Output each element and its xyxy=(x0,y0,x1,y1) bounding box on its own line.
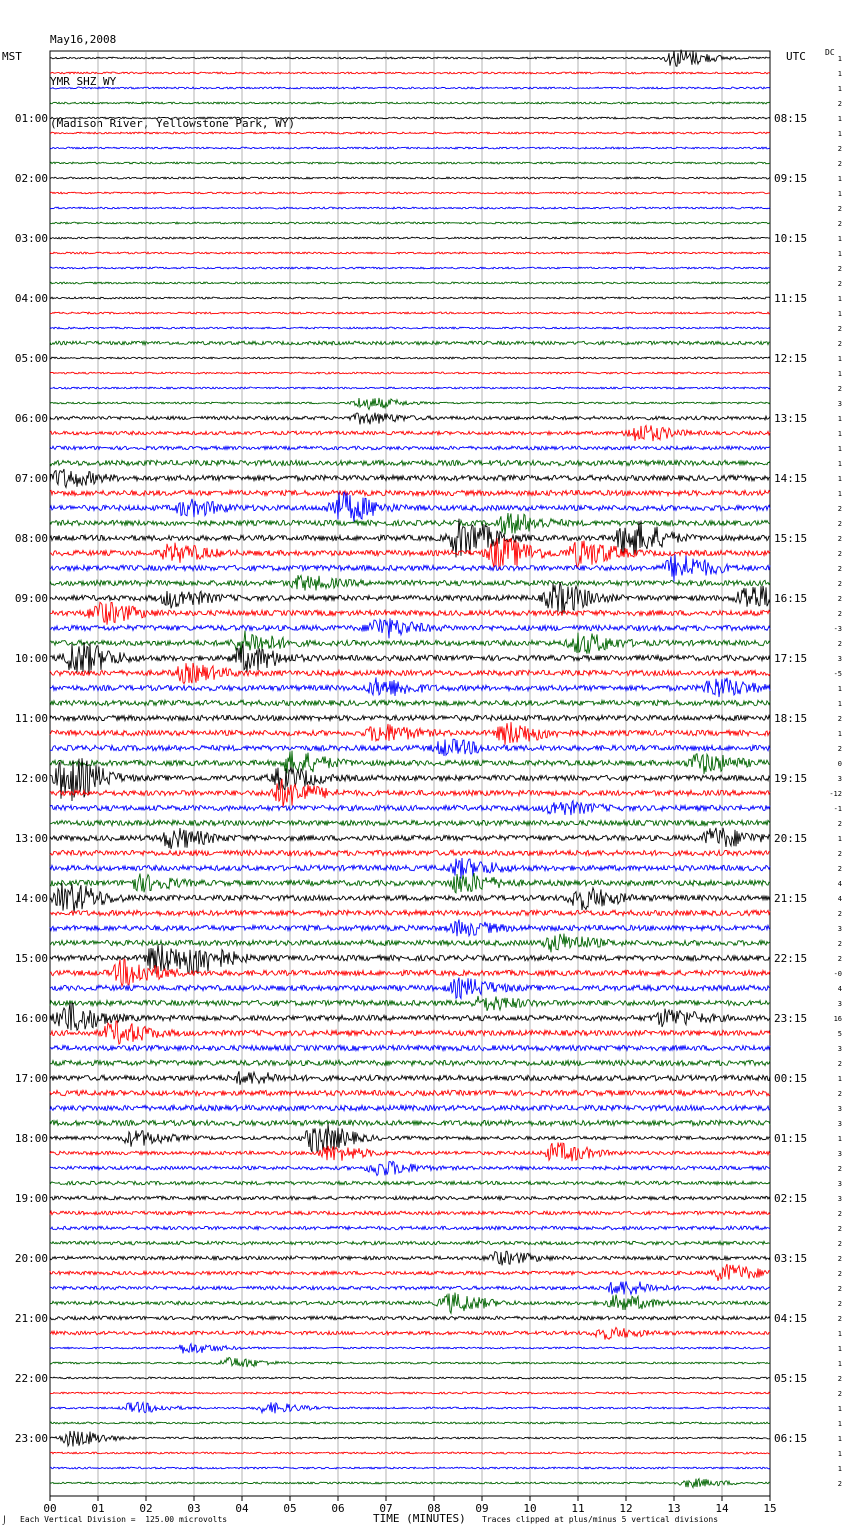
utc-hour-label: 12:15 xyxy=(774,352,808,365)
seismic-trace xyxy=(50,1196,770,1200)
dc-offset-value: 3 xyxy=(837,1120,842,1128)
utc-hour-label: 01:15 xyxy=(774,1132,808,1145)
header-location: (Madison River, Yellowstone Park, WY) xyxy=(50,117,296,130)
dc-offset-value: 3 xyxy=(837,775,842,783)
dc-offset-value: 1 xyxy=(837,730,842,738)
dc-offset-value: 1 xyxy=(837,370,842,378)
dc-offset-value: 2 xyxy=(837,610,842,618)
seismic-trace xyxy=(50,297,770,299)
footer-mark: ⌡ xyxy=(2,1516,7,1525)
seismic-trace xyxy=(50,87,770,89)
mst-hour-label: 23:00 xyxy=(14,1432,48,1445)
seismic-trace xyxy=(50,910,770,915)
seismic-trace xyxy=(50,222,770,224)
seismic-trace xyxy=(50,996,770,1011)
utc-hour-label: 00:15 xyxy=(774,1072,808,1085)
dc-offset-value: -5 xyxy=(833,670,842,678)
dc-offset-value: 1 xyxy=(837,415,842,423)
seismic-trace xyxy=(50,883,770,913)
seismic-trace xyxy=(50,426,770,442)
dc-offset-value: 1 xyxy=(837,700,842,708)
x-tick-label: 10 xyxy=(523,1502,537,1515)
seismic-trace xyxy=(50,1090,770,1095)
seismic-trace xyxy=(50,618,770,638)
dc-offset-value: 1 xyxy=(837,1405,842,1413)
seismic-trace xyxy=(50,850,770,855)
mst-hour-label: 02:00 xyxy=(14,172,48,185)
dc-offset-value: 2 xyxy=(837,280,842,288)
seismic-trace xyxy=(50,1467,770,1469)
x-tick-label: 04 xyxy=(235,1502,249,1515)
seismic-trace xyxy=(50,779,770,807)
dc-offset-value: 3 xyxy=(837,925,842,933)
seismic-trace xyxy=(50,1293,770,1314)
x-tick-label: 05 xyxy=(283,1502,297,1515)
seismic-trace xyxy=(50,237,770,239)
mst-hour-label: 17:00 xyxy=(14,1072,48,1085)
dc-offset-value: 3 xyxy=(837,1105,842,1113)
dc-offset-value: 4 xyxy=(837,880,842,888)
dc-offset-value: 3 xyxy=(837,655,842,663)
dc-offset-value: 2 xyxy=(837,745,842,753)
x-tick-label: 11 xyxy=(571,1502,585,1515)
dc-offset-value: 2 xyxy=(837,1255,842,1263)
x-tick-label: 09 xyxy=(475,1502,489,1515)
seismic-trace xyxy=(50,1344,770,1354)
x-tick-label: 03 xyxy=(187,1502,201,1515)
seismic-trace xyxy=(50,715,770,720)
seismic-trace xyxy=(50,492,770,522)
scale-note: Each Vertical Division = 125.00 microvolts xyxy=(20,1515,228,1524)
seismic-trace xyxy=(50,1251,770,1265)
mst-hour-label: 09:00 xyxy=(14,592,48,605)
utc-hour-label: 11:15 xyxy=(774,292,808,305)
seismic-trace xyxy=(50,1071,770,1085)
dc-offset-value: 2 xyxy=(837,955,842,963)
x-tick-label: 07 xyxy=(379,1502,393,1515)
dc-offset-value: 1 xyxy=(837,1450,842,1458)
dc-offset-value: 4 xyxy=(837,985,842,993)
utc-hour-label: 22:15 xyxy=(774,952,808,965)
seismic-trace xyxy=(50,801,770,815)
utc-hour-label: 09:15 xyxy=(774,172,808,185)
mst-hour-label: 16:00 xyxy=(14,1012,48,1025)
dc-offset-value: -12 xyxy=(829,790,842,798)
dc-offset-value: 1 xyxy=(837,445,842,453)
seismic-trace xyxy=(50,177,770,179)
seismic-trace xyxy=(50,642,770,674)
dc-offset-value: 2 xyxy=(837,535,842,543)
seismic-trace xyxy=(50,398,770,410)
dc-offset-value: 2 xyxy=(837,865,842,873)
mst-hour-label: 15:00 xyxy=(14,952,48,965)
seismic-trace xyxy=(50,132,770,134)
seismic-trace xyxy=(50,1264,770,1281)
seismic-trace xyxy=(50,387,770,389)
dc-offset-value: 1 xyxy=(837,1360,842,1368)
dc-offset-value: 2 xyxy=(837,100,842,108)
x-tick-label: 08 xyxy=(427,1502,441,1515)
seismic-trace xyxy=(50,828,770,849)
dc-offset-value: 5 xyxy=(837,1030,842,1038)
dc-offset-value: 2 xyxy=(837,205,842,213)
utc-hour-label: 14:15 xyxy=(774,472,808,485)
seismic-trace xyxy=(50,1422,770,1424)
mst-hour-label: 06:00 xyxy=(14,412,48,425)
mst-hour-label: 01:00 xyxy=(14,112,48,125)
seismic-trace xyxy=(50,192,770,194)
dc-offset-value: 2 xyxy=(837,520,842,528)
mst-hour-label: 20:00 xyxy=(14,1252,48,1265)
seismic-trace xyxy=(50,582,770,614)
dc-offset-value: 2 xyxy=(837,940,842,948)
dc-offset-value: 2 xyxy=(837,1225,842,1233)
mst-hour-label: 21:00 xyxy=(14,1312,48,1325)
dc-label: DC xyxy=(825,48,835,57)
dc-offset-value: 2 xyxy=(837,1480,842,1488)
seismic-trace xyxy=(50,554,770,581)
utc-hour-label: 04:15 xyxy=(774,1312,808,1325)
mst-hour-label: 10:00 xyxy=(14,652,48,665)
dc-offset-value: 1 xyxy=(837,1420,842,1428)
dc-offset-value: 2 xyxy=(837,850,842,858)
dc-offset-value: 2 xyxy=(837,550,842,558)
dc-offset-value: 3 xyxy=(837,1180,842,1188)
utc-hour-label: 08:15 xyxy=(774,112,808,125)
seismic-trace xyxy=(50,820,770,825)
seismic-trace xyxy=(50,341,770,345)
seismic-trace xyxy=(50,1357,770,1367)
seismic-trace xyxy=(50,117,770,119)
dc-offset-value: 1 xyxy=(837,1435,842,1443)
dc-offset-value: 2 xyxy=(837,1090,842,1098)
dc-offset-value: 2 xyxy=(837,1390,842,1398)
seismic-trace xyxy=(50,700,770,705)
dc-offset-value: 2 xyxy=(837,820,842,828)
utc-hour-label: 18:15 xyxy=(774,712,808,725)
dc-offset-value: 1 xyxy=(837,55,842,63)
seismic-trace xyxy=(50,1392,770,1394)
x-tick-label: 15 xyxy=(763,1502,777,1515)
seismic-trace xyxy=(50,267,770,269)
seismic-trace xyxy=(50,490,770,495)
dc-offset-value: 2 xyxy=(837,1060,842,1068)
seismic-trace xyxy=(50,978,770,999)
seismic-trace xyxy=(50,1281,770,1294)
seismic-trace xyxy=(50,372,770,374)
seismic-trace xyxy=(50,751,770,774)
dc-offset-value: 2 xyxy=(837,580,842,588)
seismic-trace xyxy=(50,1124,770,1152)
dc-offset-value: 1 xyxy=(837,295,842,303)
mst-hour-label: 18:00 xyxy=(14,1132,48,1145)
mst-hour-label: 11:00 xyxy=(14,712,48,725)
seismic-trace xyxy=(50,1479,770,1488)
dc-offset-value: 1 xyxy=(837,460,842,468)
utc-hour-label: 20:15 xyxy=(774,832,808,845)
dc-offset-value: 2 xyxy=(837,145,842,153)
mst-hour-label: 03:00 xyxy=(14,232,48,245)
clip-note: Traces clipped at plus/minus 5 vertical divisions xyxy=(482,1515,719,1524)
seismic-trace xyxy=(50,1120,770,1125)
dc-offset-value: 2 xyxy=(837,565,842,573)
x-tick-label: 13 xyxy=(667,1502,681,1515)
seismic-trace xyxy=(50,1181,770,1185)
dc-offset-value: -1 xyxy=(833,805,842,813)
utc-hour-label: 19:15 xyxy=(774,772,808,785)
dc-offset-value: 2 xyxy=(837,220,842,228)
seismic-trace xyxy=(50,1226,770,1230)
seismic-trace xyxy=(50,469,770,487)
dc-offset-value: 1 xyxy=(837,475,842,483)
seismic-trace xyxy=(50,207,770,209)
dc-offset-value: 1 xyxy=(837,235,842,243)
dc-offset-value: 1 xyxy=(837,1135,842,1143)
utc-hour-label: 02:15 xyxy=(774,1192,808,1205)
dc-offset-value: 2 xyxy=(837,1270,842,1278)
dc-offset-value: 1 xyxy=(837,1330,842,1338)
dc-offset-value: 4 xyxy=(837,895,842,903)
dc-offset-value: 1 xyxy=(837,835,842,843)
seismic-trace xyxy=(50,1211,770,1215)
mst-hour-label: 19:00 xyxy=(14,1192,48,1205)
seismic-trace xyxy=(50,252,770,254)
mst-hour-label: 13:00 xyxy=(14,832,48,845)
dc-offset-value: 1 xyxy=(837,1345,842,1353)
seismic-trace xyxy=(50,72,770,74)
dc-offset-value: 2 xyxy=(837,595,842,603)
dc-offset-value: 2 xyxy=(837,265,842,273)
dc-offset-value: 2 xyxy=(837,640,842,648)
seismic-trace xyxy=(50,357,770,359)
dc-offset-value: 1 xyxy=(837,190,842,198)
seismic-trace xyxy=(50,1105,770,1110)
mst-hour-label: 04:00 xyxy=(14,292,48,305)
dc-offset-value: 1 xyxy=(837,355,842,363)
seismic-trace xyxy=(50,446,770,450)
x-tick-label: 01 xyxy=(91,1502,105,1515)
seismic-trace xyxy=(50,575,770,590)
dc-offset-value: 16 xyxy=(833,1015,842,1023)
utc-hour-label: 23:15 xyxy=(774,1012,808,1025)
dc-offset-value: 2 xyxy=(837,715,842,723)
dc-offset-value: 2 xyxy=(837,1240,842,1248)
seismic-trace xyxy=(50,1452,770,1454)
x-axis-title: TIME (MINUTES) xyxy=(373,1512,466,1525)
seismic-trace xyxy=(50,722,770,745)
seismic-trace xyxy=(50,663,770,684)
seismic-trace xyxy=(50,282,770,284)
utc-hour-label: 16:15 xyxy=(774,592,808,605)
seismic-trace xyxy=(50,1316,770,1320)
seismic-trace xyxy=(50,858,770,879)
dc-offset-value: 3 xyxy=(837,1045,842,1053)
header-date: May16,2008 xyxy=(50,33,117,46)
seismic-trace xyxy=(50,413,770,425)
dc-offset-value: 1 xyxy=(837,175,842,183)
mst-hour-label: 22:00 xyxy=(14,1372,48,1385)
utc-axis-label: UTC xyxy=(786,50,806,63)
dc-offset-value: 1 xyxy=(837,1075,842,1083)
seismic-trace xyxy=(50,460,770,465)
seismic-trace xyxy=(50,1060,770,1065)
x-tick-label: 14 xyxy=(715,1502,729,1515)
dc-offset-value: 2 xyxy=(837,505,842,513)
dc-offset-value: 3 xyxy=(837,1150,842,1158)
dc-offset-value: -3 xyxy=(833,625,842,633)
seismic-trace xyxy=(50,1241,770,1245)
seismic-trace xyxy=(50,1431,770,1447)
utc-hour-label: 21:15 xyxy=(774,892,808,905)
dc-offset-value: 3 xyxy=(837,1000,842,1008)
dc-offset-value: 2 xyxy=(837,385,842,393)
x-tick-label: 02 xyxy=(139,1502,153,1515)
dc-offset-value: 1 xyxy=(837,1465,842,1473)
seismic-trace xyxy=(50,959,770,986)
seismic-trace xyxy=(50,162,770,164)
dc-offset-value: 2 xyxy=(837,1375,842,1383)
seismic-trace xyxy=(50,312,770,314)
dc-offset-value: -0 xyxy=(833,970,842,978)
utc-hour-label: 17:15 xyxy=(774,652,808,665)
dc-offset-value: 2 xyxy=(837,160,842,168)
seismic-trace xyxy=(50,1377,770,1379)
mst-axis-label: MST xyxy=(2,50,22,63)
seismic-trace xyxy=(50,631,770,654)
dc-offset-value: 1 xyxy=(837,310,842,318)
dc-offset-value: 1 xyxy=(837,130,842,138)
dc-offset-value: 2 xyxy=(837,325,842,333)
utc-hour-label: 03:15 xyxy=(774,1252,808,1265)
mst-hour-label: 12:00 xyxy=(14,772,48,785)
dc-offset-value: 1 xyxy=(837,685,842,693)
dc-offset-value: 2 xyxy=(837,340,842,348)
dc-offset-value: 1 xyxy=(837,250,842,258)
dc-offset-value: 2 xyxy=(837,910,842,918)
dc-offset-value: 3 xyxy=(837,400,842,408)
dc-offset-value: 1 xyxy=(837,70,842,78)
seismic-trace xyxy=(50,327,770,329)
dc-offset-value: 0 xyxy=(837,760,842,768)
header-station: YMR SHZ WY xyxy=(50,75,117,88)
dc-offset-value: 1 xyxy=(837,115,842,123)
seismic-trace xyxy=(50,873,770,893)
mst-hour-label: 14:00 xyxy=(14,892,48,905)
dc-offset-value: 1 xyxy=(837,85,842,93)
dc-offset-value: 1 xyxy=(837,430,842,438)
dc-offset-value: 2 xyxy=(837,1210,842,1218)
mst-hour-label: 05:00 xyxy=(14,352,48,365)
seismic-trace xyxy=(50,513,770,534)
seismic-trace xyxy=(50,1327,770,1339)
seismic-trace xyxy=(50,602,770,624)
dc-offset-value: 3 xyxy=(837,1195,842,1203)
utc-hour-label: 06:15 xyxy=(774,1432,808,1445)
utc-hour-label: 13:15 xyxy=(774,412,808,425)
seismic-trace xyxy=(50,677,770,697)
seismic-trace xyxy=(50,1143,770,1162)
x-tick-label: 06 xyxy=(331,1502,345,1515)
mst-hour-label: 08:00 xyxy=(14,532,48,545)
seismic-trace xyxy=(50,147,770,149)
seismic-trace xyxy=(50,50,770,67)
utc-hour-label: 10:15 xyxy=(774,232,808,245)
dc-offset-value: 2 xyxy=(837,1165,842,1173)
seismic-trace xyxy=(50,739,770,756)
dc-offset-value: 1 xyxy=(837,490,842,498)
mst-hour-label: 07:00 xyxy=(14,472,48,485)
x-tick-label: 00 xyxy=(43,1502,57,1515)
seismic-trace xyxy=(50,1003,770,1031)
seismic-trace xyxy=(50,1045,770,1050)
seismic-trace xyxy=(50,1161,770,1175)
utc-hour-label: 15:15 xyxy=(774,532,808,545)
x-tick-label: 12 xyxy=(619,1502,633,1515)
dc-offset-value: 2 xyxy=(837,1285,842,1293)
seismic-trace xyxy=(50,102,770,104)
utc-hour-label: 05:15 xyxy=(774,1372,808,1385)
seismic-trace xyxy=(50,920,770,937)
dc-offset-value: 2 xyxy=(837,1300,842,1308)
dc-offset-value: 2 xyxy=(837,1315,842,1323)
seismic-trace xyxy=(50,1402,770,1413)
